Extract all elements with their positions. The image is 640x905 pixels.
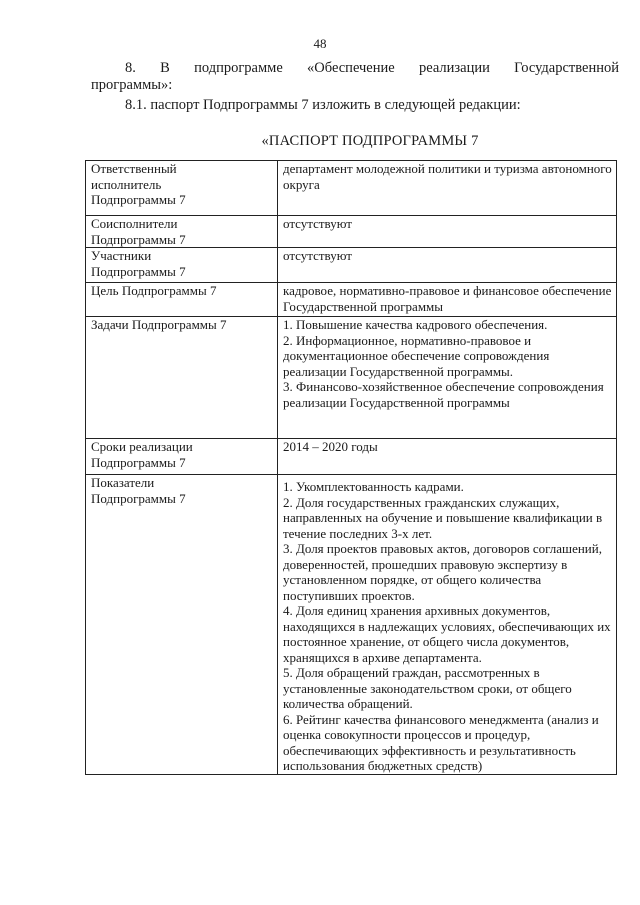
table-row: [86, 439, 617, 475]
passport-title: «ПАСПОРТ ПОДПРОГРАММЫ 7: [261, 133, 479, 149]
label-line: Задачи Подпрограммы 7: [91, 317, 227, 332]
value-line: 1. Повышение качества кадрового обеспечения.: [283, 317, 548, 332]
value-line: отсутствуют: [283, 248, 352, 263]
value-line: отсутствуют: [283, 216, 352, 231]
row-value: [278, 216, 617, 248]
label-line: Подпрограммы 7: [91, 231, 186, 247]
value-line: 2. Информационное, нормативно-правовое и документационное обеспечение сопровождения реализации Государственной программы.: [283, 332, 550, 379]
page-number: 48: [313, 36, 327, 51]
label-line: Соисполнители: [91, 216, 178, 231]
label-line: Подпрограммы 7: [91, 454, 186, 470]
row-value: [278, 283, 617, 317]
row-label: [86, 248, 278, 283]
value-line: 3. Доля проектов правовых актов, договоров соглашений, доверенностей, прошедших правовую экспертизу в установленном порядке, от общего количества поступивших проектов.: [283, 541, 602, 603]
label-line: Цель Подпрограммы 7: [91, 283, 217, 298]
value-line: 2014 – 2020 годы: [283, 439, 378, 454]
table-row: [86, 248, 617, 283]
row-value: [278, 248, 617, 283]
value-line: 1. Укомплектованность кадрами.: [283, 479, 464, 494]
row-label: [86, 161, 278, 216]
label-line: Участники: [91, 248, 152, 263]
value-line: департамент молодежной политики и туризма автономного округа: [283, 161, 612, 192]
table-row: [86, 317, 617, 439]
label-line: исполнитель: [91, 176, 162, 192]
label-line: Подпрограммы 7: [91, 263, 186, 279]
value-line: 5. Доля обращений граждан, рассмотренных в установленные законодательством сроки, от общего количества обращений.: [283, 665, 572, 711]
intro-paragraph-line2: 8.1. паспорт Подпрограммы 7 изложить в следующей редакции:: [125, 97, 521, 113]
row-label: [86, 439, 278, 475]
row-value: [278, 475, 617, 775]
table-row: [86, 283, 617, 317]
row-label: [86, 283, 278, 317]
value-line: кадровое, нормативно-правовое и финансовое обеспечение Государственной программы: [283, 283, 612, 314]
row-label: [86, 317, 278, 439]
label-line: Подпрограммы 7: [91, 192, 186, 207]
row-label: [86, 475, 278, 775]
intro-paragraph-line1-end: программы»:: [91, 77, 173, 93]
passport-table: [85, 160, 617, 775]
table-row: [86, 216, 617, 248]
value-line: 6. Рейтинг качества финансового менеджмента (анализ и оценка совокупности процессов и процедур, обеспечивающих эффективность и результативность использования бюджетных средств): [283, 711, 599, 773]
row-value: [278, 439, 617, 475]
table-row: [86, 161, 617, 216]
label-line: Показатели: [91, 475, 155, 490]
label-line: Подпрограммы 7: [91, 490, 186, 506]
row-label: [86, 216, 278, 248]
value-line: 2. Доля государственных гражданских служащих, направленных на обучение и повышение квалификации в течение последних 3-х лет.: [283, 494, 603, 541]
row-value: [278, 317, 617, 439]
label-line: Ответственный: [91, 161, 177, 176]
value-line: 3. Финансово-хозяйственное обеспечение сопровождения реализации Государственной программы: [283, 379, 604, 410]
label-line: Сроки реализации: [91, 439, 193, 454]
intro-paragraph-line1: 8. В подпрограмме «Обеспечение реализации Государственной: [125, 60, 619, 76]
value-line: 4. Доля единиц хранения архивных документов, находящихся в надлежащих условиях, обеспечивающих их постоянное хранение, от общего числа документов, хранящихся в архиве департамента.: [283, 603, 611, 665]
table-row: [86, 475, 617, 775]
row-value: [278, 161, 617, 216]
